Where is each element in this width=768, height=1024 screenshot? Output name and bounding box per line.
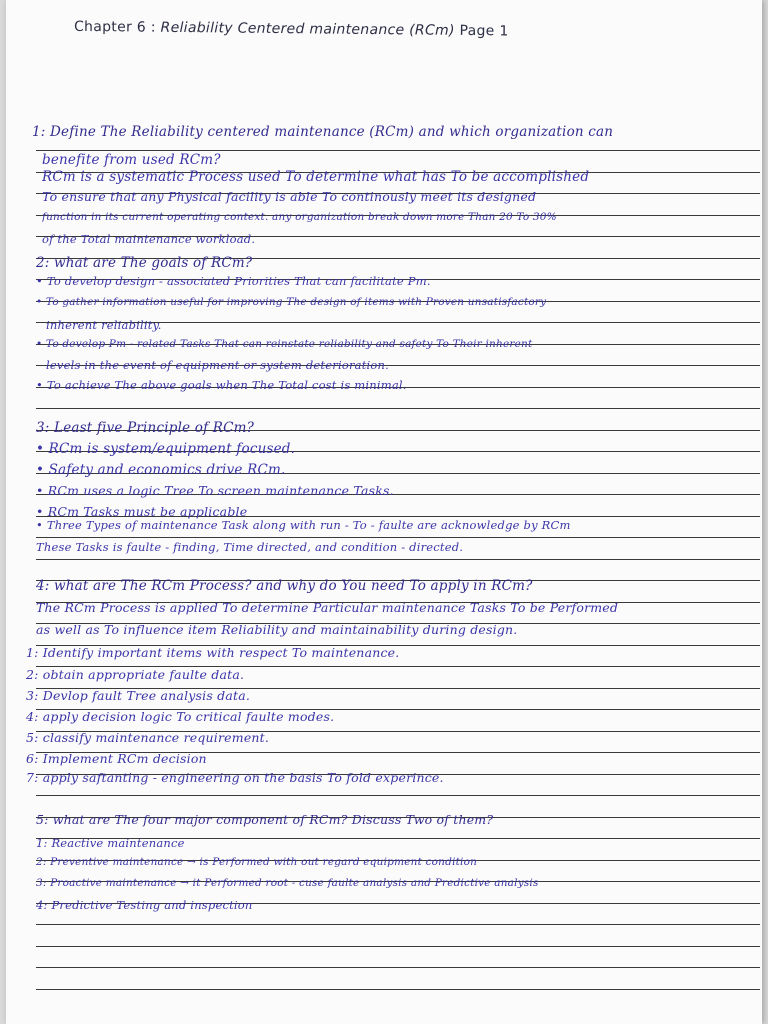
ruled-line — [36, 559, 760, 560]
answer-4-line: as well as To influence item Reliability and maintainability during design. — [36, 622, 518, 637]
answer-3-bullet-cont: These Tasks is faulte - finding, Time directed, and condition - directed. — [36, 540, 464, 554]
answer-2-bullet: • To develop design - associated Priorities That can facilitate Pm. — [36, 274, 431, 288]
answer-3-bullet: • RCm uses a logic Tree To screen maintenance Tasks. — [36, 483, 394, 498]
answer-1-line: function in its current operating context. any organization break down more Than 20 To 30% — [42, 211, 557, 223]
ruled-line — [36, 408, 760, 409]
answer-2-bullet-cont: inherent reliability. — [46, 318, 162, 332]
answer-5-line: 2: Preventive maintenance → is Performed with out regard equipment condition — [36, 856, 478, 868]
answer-4-step: 1: Identify important items with respect To maintenance. — [26, 645, 400, 660]
ruled-line — [36, 924, 760, 925]
chapter-title: Reliability Centered maintenance (RCm) — [160, 19, 455, 39]
question-3: 3: Least five Principle of RCm? — [36, 420, 255, 436]
answer-4-step: 4: apply decision logic To critical faulte modes. — [26, 709, 335, 724]
answer-2-bullet-cont: levels in the event of equipment or system deterioration. — [46, 358, 389, 372]
answer-1-line: RCm is a systematic Process used To determine what has To be accomplished — [42, 169, 590, 185]
question-1-cont: benefite from used RCm? — [42, 152, 221, 168]
ruled-line — [36, 150, 760, 151]
answer-3-bullet: • RCm is system/equipment focused. — [36, 441, 296, 457]
answer-3-bullet: • RCm Tasks must be applicable — [36, 504, 248, 519]
answer-5-line: 1: Reactive maintenance — [36, 836, 185, 850]
answer-1-line: of the Total maintenance workload. — [42, 232, 256, 246]
page-number: Page 1 — [459, 22, 509, 40]
answer-1-line: To ensure that any Physical facility is able To continously meet its designed — [42, 189, 537, 204]
question-5: 5: what are The four major component of RCm? Discuss Two of them? — [36, 812, 494, 827]
answer-5-line: 4: Predictive Testing and inspection — [36, 898, 253, 912]
answer-2-bullet: • To gather information useful for improving The design of items with Proven unsatisfactory — [36, 296, 547, 308]
answer-4-step: 3: Devlop fault Tree analysis data. — [26, 688, 251, 703]
question-4: 4: what are The RCm Process? and why do You need To apply in RCm? — [36, 578, 533, 594]
answer-5-line: 3: Proactive maintenance → it Performed root - cuse faulte analysis and Predictive analysis — [36, 877, 539, 889]
answer-2-bullet: • To achieve The above goals when The Total cost is minimal. — [36, 378, 407, 392]
chapter-label: Chapter 6 : — [73, 18, 156, 36]
ruled-line — [36, 537, 760, 538]
answer-3-bullet: • Three Types of maintenance Task along with run - To - faulte are acknowledge by RCm — [36, 518, 571, 532]
ruled-line — [36, 795, 760, 796]
answer-4-step: 5: classify maintenance requirement. — [26, 730, 270, 745]
ruled-line — [36, 946, 760, 947]
ruled-line — [36, 989, 760, 990]
answer-4-line: The RCm Process is applied To determine Particular maintenance Tasks To be Performed — [36, 600, 619, 615]
answer-4-step: 2: obtain appropriate faulte data. — [26, 667, 245, 682]
question-2: 2: what are The goals of RCm? — [36, 255, 253, 271]
question-1: 1: Define The Reliability centered maintenance (RCm) and which organization can — [32, 124, 614, 140]
answer-4-step: 6: Implement RCm decision — [26, 751, 207, 766]
answer-2-bullet: • To develop Pm - related Tasks That can reinstate reliability and safety To Their inherent — [36, 338, 533, 350]
page-header — [74, 19, 674, 41]
answer-3-bullet: • Safety and economics drive RCm. — [36, 462, 286, 478]
notebook-page — [6, 0, 762, 1024]
ruled-line — [36, 967, 760, 968]
answer-4-step: 7: apply saftanting - engineering on the basis To fold experince. — [26, 770, 444, 785]
